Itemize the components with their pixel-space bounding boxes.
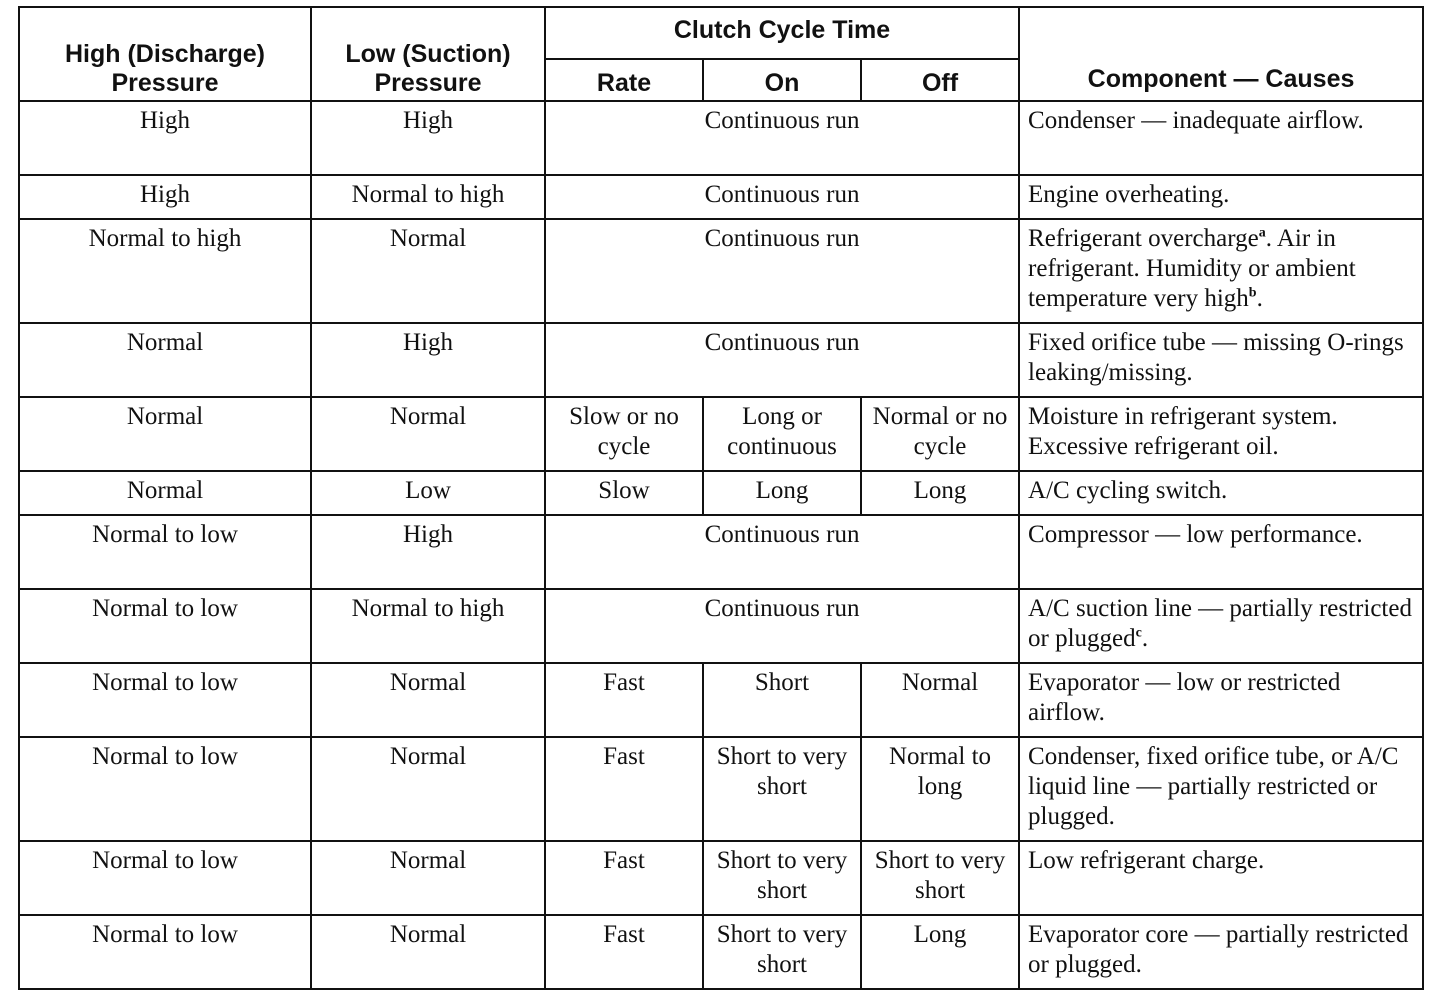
- cell-cause: A/C cycling switch.: [1019, 471, 1423, 515]
- cell-low: Normal: [311, 737, 545, 841]
- cell-off: Short to very short: [861, 841, 1019, 915]
- cause-text-part2: .: [1141, 625, 1149, 652]
- table-row: [19, 841, 1423, 915]
- table-row: [19, 175, 1423, 219]
- cell-low: Normal: [311, 841, 545, 915]
- header-row-top: [19, 7, 1423, 59]
- table-row: [19, 589, 1423, 663]
- cell-high: Normal: [19, 471, 311, 515]
- header-low-line1: Low (Suction): [345, 40, 511, 68]
- cell-rate: Slow: [545, 471, 703, 515]
- cause-text-part1: Refrigerant overcharge: [1028, 225, 1259, 252]
- table-row: [19, 737, 1423, 841]
- header-low-pressure: [311, 7, 545, 101]
- cell-high: Normal to low: [19, 589, 311, 663]
- cell-cause: Fixed orifice tube — missing O-rings leaking/missing.: [1019, 323, 1423, 397]
- header-high-line1: High (Discharge): [64, 40, 266, 68]
- cause-text-part1: A/C suction line — partially restricted or plugged: [1028, 595, 1412, 652]
- cell-high: Normal to low: [19, 737, 311, 841]
- header-rate: Rate: [545, 59, 703, 101]
- header-clutch-cycle-time: Clutch Cycle Time: [545, 7, 1019, 59]
- cell-low: Normal to high: [311, 175, 545, 219]
- cell-low: High: [311, 323, 545, 397]
- table-row: [19, 471, 1423, 515]
- cell-continuous: Continuous run: [545, 175, 1019, 219]
- cell-low: Normal to high: [311, 589, 545, 663]
- cell-rate: Fast: [545, 841, 703, 915]
- cell-cause: Compressor — low performance.: [1019, 515, 1423, 589]
- cause-text-part2: . Air in refrigerant. Humidity or ambient temperature very high: [1028, 225, 1356, 312]
- cell-on: Long: [703, 471, 861, 515]
- cell-cause: Condenser — inadequate airflow.: [1019, 101, 1423, 175]
- header-on: On: [703, 59, 861, 101]
- cell-high: Normal to low: [19, 515, 311, 589]
- cell-on: Short to very short: [703, 737, 861, 841]
- cell-rate: Slow or no cycle: [545, 397, 703, 471]
- cell-cause: [1019, 589, 1423, 663]
- footnote-a-marker: a: [1258, 225, 1266, 241]
- cell-low: Normal: [311, 219, 545, 323]
- cell-low: High: [311, 515, 545, 589]
- header-off: Off: [861, 59, 1019, 101]
- cell-continuous: Continuous run: [545, 589, 1019, 663]
- cell-on: Long or continuous: [703, 397, 861, 471]
- cell-rate: Fast: [545, 915, 703, 989]
- cell-high: Normal to low: [19, 915, 311, 989]
- table-row: [19, 515, 1423, 589]
- cell-continuous: Continuous run: [545, 323, 1019, 397]
- cell-high: Normal to low: [19, 663, 311, 737]
- cell-low: High: [311, 101, 545, 175]
- cell-off: Normal: [861, 663, 1019, 737]
- cell-off: Long: [861, 471, 1019, 515]
- cell-high: High: [19, 175, 311, 219]
- cell-off: Long: [861, 915, 1019, 989]
- diagnostic-table: [18, 6, 1424, 990]
- cell-cause: Evaporator — low or restricted airflow.: [1019, 663, 1423, 737]
- cause-text-part3: .: [1256, 285, 1263, 312]
- cell-off: Normal to long: [861, 737, 1019, 841]
- footnote-c-marker: c: [1135, 625, 1142, 641]
- cell-continuous: Continuous run: [545, 101, 1019, 175]
- cell-cause: Condenser, fixed orifice tube, or A/C liquid line — partially restricted or plugged.: [1019, 737, 1423, 841]
- cell-cause: [1019, 219, 1423, 323]
- cell-continuous: Continuous run: [545, 515, 1019, 589]
- header-high-line2: Pressure: [111, 69, 219, 97]
- cell-off: Normal or no cycle: [861, 397, 1019, 471]
- cell-low: Low: [311, 471, 545, 515]
- cell-low: Normal: [311, 915, 545, 989]
- header-component-causes: Component — Causes: [1019, 7, 1423, 101]
- table-row: [19, 915, 1423, 989]
- table-row: [19, 397, 1423, 471]
- cell-cause: Evaporator core — partially restricted or plugged.: [1019, 915, 1423, 989]
- cell-high: Normal: [19, 323, 311, 397]
- header-low-line2: Pressure: [374, 69, 482, 97]
- cell-rate: Fast: [545, 737, 703, 841]
- cell-on: Short to very short: [703, 841, 861, 915]
- cell-continuous: Continuous run: [545, 219, 1019, 323]
- table-row: [19, 101, 1423, 175]
- cell-on: Short: [703, 663, 861, 737]
- cell-cause: Low refrigerant charge.: [1019, 841, 1423, 915]
- cell-on: Short to very short: [703, 915, 861, 989]
- header-high-pressure: [19, 7, 311, 101]
- table-row: [19, 663, 1423, 737]
- cell-low: Normal: [311, 663, 545, 737]
- table-row: [19, 323, 1423, 397]
- cell-high: Normal to high: [19, 219, 311, 323]
- cell-high: Normal: [19, 397, 311, 471]
- cell-high: High: [19, 101, 311, 175]
- cell-rate: Fast: [545, 663, 703, 737]
- cell-cause: Engine overheating.: [1019, 175, 1423, 219]
- cell-cause: Moisture in refrigerant system. Excessive refrigerant oil.: [1019, 397, 1423, 471]
- table-row: [19, 219, 1423, 323]
- cell-low: Normal: [311, 397, 545, 471]
- footnote-b-marker: b: [1248, 285, 1257, 301]
- cell-high: Normal to low: [19, 841, 311, 915]
